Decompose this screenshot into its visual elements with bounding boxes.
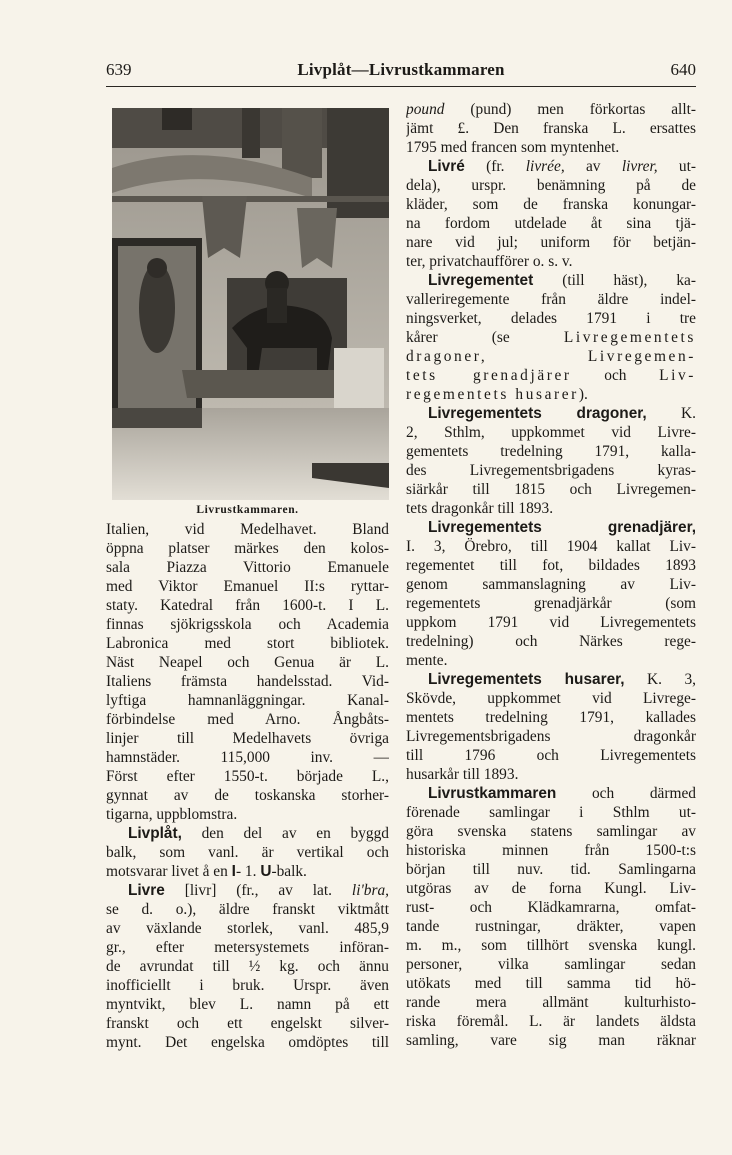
text-line [406,423,696,442]
text-run: lyftiga hamnanläggningar. Kanal- [106,692,389,709]
text-line [406,119,696,138]
text-run: tredelning) och Närkes rege- [406,633,696,650]
text-run: m. m., som tillhört svenska kungl. [406,937,696,954]
text-run: (fr. [464,158,526,175]
text-line [106,919,389,938]
text-run: öppna platser märkes den kolos- [106,540,389,557]
text-run: ut- [657,158,696,175]
right-column [406,100,696,1050]
text-line [406,803,696,822]
text-line [406,765,696,784]
text-run: rust- och Klädkamrarna, omfat- [406,899,696,916]
entry-headword: Livregementets husarer, [428,671,625,688]
text-line [406,955,696,974]
text-line [406,100,696,119]
text-line [106,1033,389,1052]
entry-headword: Livregementets dragoner, [428,405,647,422]
text-run: -balk. [271,863,307,880]
text-line [406,518,696,537]
text-run: de avrundat till ½ kg. och ännu [106,958,389,975]
text-run: dela), urspr. benämning på de [406,177,696,194]
text-run: (till häst), ka- [533,272,696,289]
text-run: Liv- [659,367,696,384]
text-line [106,805,389,824]
text-line [106,995,389,1014]
text-line [406,575,696,594]
text-run: dragoner, [406,348,488,365]
text-line [406,651,696,670]
text-line [406,822,696,841]
text-line [106,881,389,900]
text-run: regementets grenadjärkår (som [406,595,696,612]
text-line [106,957,389,976]
text-run: nare vid jul; uniform för betjän- [406,234,696,251]
text-line [406,784,696,803]
text-run: K. 3, [624,671,696,688]
text-line [106,938,389,957]
text-run: regementet till fot, bildades 1893 [406,557,696,574]
text-run: tets grenadjärer [406,367,572,384]
text-line [406,404,696,423]
text-line [406,347,696,366]
text-run: Livregementets [563,329,696,346]
page-number-right: 640 [670,60,696,79]
text-line [406,993,696,1012]
text-run: av [564,158,622,175]
text-line [406,442,696,461]
text-run: ningsverket, delades 1791 i tre [406,310,696,327]
text-line [406,670,696,689]
text-run: förbindelse med Arno. Ångbåts- [106,711,389,728]
page-number-left: 639 [106,60,132,79]
entry-headword: Livre [128,882,165,899]
text-run: livrer, [621,158,658,175]
text-line [106,1014,389,1033]
text-run: (pund) men förkortas allt- [444,101,696,118]
text-run: kläder, som de franska konungar- [406,196,696,213]
text-run: motsvarar livet å en [106,863,232,880]
entry-headword: Livrustkammaren [428,785,557,802]
text-run: uppkom 1791 vid Livregementets [406,614,696,631]
text-run: Italien, vid Medelhavet. Bland [106,521,389,538]
text-line [406,195,696,214]
text-line [106,862,389,881]
text-run: utökats med till samma tid hö- [406,975,696,992]
text-run: mynt. Det engelska omdöptes till [106,1034,389,1051]
running-title: Livplåt—Livrustkammaren [297,60,505,79]
text-line [406,860,696,879]
text-line [106,843,389,862]
text-run: samling, vare sig man räknar [406,1032,696,1049]
figure-caption: Livrustkammaren. [196,504,299,516]
text-line [406,271,696,290]
text-line [406,974,696,993]
text-run: historiska minnen från 1500-t:s [406,842,696,859]
text-run: regementets husarer [406,386,579,403]
text-run: Skövde, uppkommet vid Livrege- [406,690,696,707]
photo-livrustkammaren [112,108,389,500]
text-run: se d. o.), äldre franskt viktmått [106,901,389,918]
text-run: livrée, [525,158,565,175]
text-line [406,708,696,727]
text-run: myntvikt, blev L. namn på ett [106,996,389,1013]
text-run: med Viktor Emanuel II:s ryttar- [106,578,389,595]
text-line [406,917,696,936]
text-line [106,691,389,710]
text-line [406,841,696,860]
text-run: valleriregemente från äldre indel- [406,291,696,308]
text-run: siärkår till 1815 och Livregemen- [406,481,696,498]
entry-headword: U [260,863,272,880]
text-line [106,748,389,767]
text-line [406,1012,696,1031]
text-line [106,729,389,748]
text-run: I. 3, Örebro, till 1904 kallat Liv- [406,538,696,555]
text-run: tande rustningar, dräkter, vapen [406,918,696,935]
text-run: början till nuv. tid. Samlingarna [406,861,696,878]
text-run: - 1. [235,863,261,880]
photo-illustration [112,108,389,500]
text-run: riska föremål. L. är landets äldsta [406,1013,696,1030]
text-line [406,290,696,309]
text-line [406,727,696,746]
text-line [406,499,696,518]
text-line [406,613,696,632]
text-run: av växlande storlek, vanl. 485,9 [106,920,389,937]
text-run: inofficiellt i bruk. Urspr. även [106,977,389,994]
text-run: till 1796 och Livregementets [406,747,696,764]
text-line [106,767,389,786]
text-line [406,1031,696,1050]
text-run: Labronica med stort bibliotek. [106,635,389,652]
text-run: mente. [406,652,448,669]
text-line [406,746,696,765]
text-run: och därmed [556,785,696,802]
text-run: Italiens främsta handelsstad. Vid- [106,673,389,690]
text-run: husarkår till 1893. [406,766,519,783]
text-line [406,689,696,708]
text-line [106,520,389,539]
text-line [106,710,389,729]
text-run: förenade samlingar i Sthlm ut- [406,804,696,821]
text-line [406,898,696,917]
text-run: tets dragonkår till 1893. [406,500,554,517]
text-run: sala Piazza Vittorio Emanuele [106,559,389,576]
entry-headword: Livplåt, [128,825,182,842]
text-run: jämt £. Den franska L. ersattes [406,120,696,137]
text-line [406,328,696,347]
text-run: 1795 med francen som myntenhet. [406,139,620,156]
text-run: pound [406,101,445,118]
text-run: Livregementsbrigadens dragonkår [406,728,696,745]
text-line [406,594,696,613]
text-line [406,556,696,575]
left-column [106,520,389,1052]
text-run: göra svenska statens samlingar av [406,823,696,840]
text-line [106,615,389,634]
text-line [106,596,389,615]
text-run: genom sammanslagning av Liv- [406,576,696,593]
text-run: gementets tredelning 1791, kalla- [406,443,696,460]
text-line [406,537,696,556]
text-line [406,632,696,651]
text-run: linjer till Medelhavets övriga [106,730,389,747]
text-run: des Livregementsbrigadens kyras- [406,462,696,479]
text-run: K. [646,405,696,422]
text-line [106,824,389,843]
text-run: 2, Sthlm, uppkommet vid Livre- [406,424,696,441]
text-run: hamnstäder. 115,000 inv. — [106,749,389,766]
text-run: utgöras av de forna Kungl. Liv- [406,880,696,897]
text-run: staty. Katedral från 1600-t. I L. [106,597,389,614]
text-run: mentets tredelning 1791, kallades [406,709,696,726]
text-run: personer, vilka samlingar sedan [406,956,696,973]
text-run: Först efter 1550-t. började L., [106,768,389,785]
text-run: tigarna, uppblomstra. [106,806,238,823]
text-line [406,366,696,385]
text-line [406,480,696,499]
text-line [106,976,389,995]
text-line [406,214,696,233]
text-line [106,539,389,558]
text-run: den del av en byggd [181,825,389,842]
text-run: gynnat av de toskanska storher- [106,787,389,804]
text-line [406,309,696,328]
text-run [487,348,588,365]
text-line [406,879,696,898]
text-run: ). [578,386,588,403]
text-line [406,936,696,955]
entry-headword: Livré [428,158,465,175]
text-run: och [571,367,660,384]
text-line [106,900,389,919]
text-line [406,385,696,404]
entry-headword: Livregementet [428,272,534,289]
text-run: finnas sjökrigsskola och Academia [106,616,389,633]
text-line [106,653,389,672]
text-line [406,233,696,252]
text-line [406,252,696,271]
entry-headword: Livregementets grenadjärer, [428,519,696,536]
text-run: kårer (se [406,329,564,346]
text-run: Livregemen- [587,348,696,365]
text-line [106,558,389,577]
entry-headword: I [231,863,236,880]
text-line [106,634,389,653]
text-line [406,461,696,480]
text-run: gr., efter metersystemets införan- [106,939,389,956]
text-line [406,176,696,195]
text-run: ter, privatchaufförer o. s. v. [406,253,573,270]
text-run: Näst Neapel och Genua är L. [106,654,389,671]
page-header [106,58,696,87]
text-run: balk, som vanl. är vertikal och [106,844,389,861]
text-run: na fordom utdelade åt sina tjä- [406,215,696,232]
text-line [106,672,389,691]
text-line [106,786,389,805]
text-line [406,157,696,176]
text-run: rande mera allmänt kulturhisto- [406,994,696,1011]
text-run: li'bra, [351,882,389,899]
text-run: franskt och ett engelskt silver- [106,1015,389,1032]
text-line [106,577,389,596]
text-run: [livr] (fr., av lat. [164,882,352,899]
text-line [406,138,696,157]
